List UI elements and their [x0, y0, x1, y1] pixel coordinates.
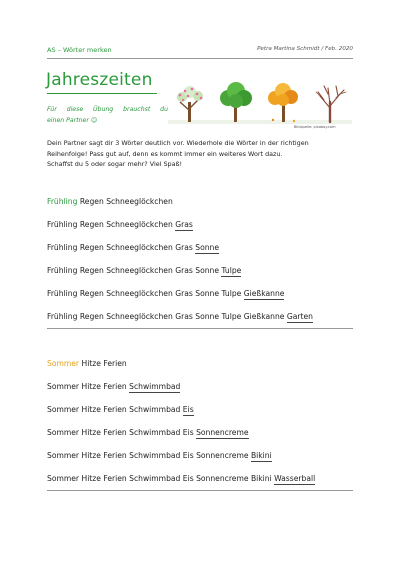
word: Gras [175, 289, 193, 298]
word: Hitze [81, 474, 101, 483]
page-title: Jahreszeiten [46, 70, 153, 90]
header-left: AS – Wörter merken [47, 46, 112, 54]
word: Regen [79, 220, 104, 229]
word: Ferien [103, 405, 127, 414]
new-word: Sonnencreme [196, 428, 249, 437]
word: Sommer [47, 405, 80, 414]
new-word: Sonne [195, 243, 220, 252]
word: Gras [175, 266, 193, 275]
word: Bikini [250, 474, 272, 483]
new-word: Gras [175, 220, 193, 229]
word: Sonnencreme [196, 474, 249, 483]
word: Schwimmbad [129, 451, 181, 460]
word: Frühling [47, 289, 78, 298]
new-word: Gießkanne [243, 289, 285, 298]
word: Sommer [47, 451, 80, 460]
subtitle-line2: einen Partner ☺ [47, 117, 98, 124]
instruction-line: Reihenfolge! Pass gut auf, denn es kommt immer ein weiteres Wort dazu. [47, 149, 283, 158]
new-word: Schwimmbad [129, 382, 181, 391]
word: Sommer [47, 428, 80, 437]
word: Sommer [47, 382, 80, 391]
season-word: Sommer [47, 359, 80, 368]
word: Schneeglöckchen [106, 266, 173, 275]
word: Hitze [81, 428, 101, 437]
word: Frühling [47, 243, 78, 252]
word: Regen [79, 197, 104, 206]
instruction-line: Schaffst du 5 oder sogar mehr? Viel Spaß! [47, 160, 183, 168]
word: Sonnencreme [196, 451, 249, 460]
word-line [47, 312, 313, 321]
word: Eis [182, 451, 194, 460]
instructions [47, 138, 357, 170]
word: Ferien [103, 382, 127, 391]
word: Schneeglöckchen [106, 312, 173, 321]
word: Hitze [81, 451, 101, 460]
word: Schwimmbad [129, 474, 181, 483]
new-word: Bikini [250, 451, 272, 460]
word: Tulpe [221, 289, 242, 298]
word: Gras [175, 312, 193, 321]
word: Frühling [47, 220, 78, 229]
word: Schneeglöckchen [106, 197, 173, 206]
instruction-line: Dein Partner sagt dir 3 Wörter deutlich vor. Wiederhole die Wörter in der richtigen [47, 139, 309, 147]
page-header [47, 44, 353, 56]
word: Frühling [47, 312, 78, 321]
word: Schwimmbad [129, 405, 181, 414]
image-source-credit: Bildquelle: pixabay.com [294, 125, 336, 129]
word: Ferien [103, 359, 127, 368]
word: Ferien [103, 474, 127, 483]
word-line [47, 474, 315, 483]
word: Eis [182, 428, 194, 437]
word: Schneeglöckchen [106, 289, 173, 298]
spring-divider [47, 328, 353, 329]
word: Gras [175, 243, 193, 252]
word-line [47, 405, 194, 414]
spring-tree-icon [177, 86, 203, 122]
word: Regen [79, 289, 104, 298]
word-line [47, 359, 127, 368]
word: Frühling [47, 266, 78, 275]
winter-tree-icon [316, 86, 346, 122]
word-line [47, 243, 219, 252]
word-line [47, 266, 241, 275]
word: Schneeglöckchen [106, 220, 173, 229]
word: Sonne [195, 312, 220, 321]
word: Schneeglöckchen [106, 243, 173, 252]
header-right: Petra Martina Schmidt / Feb. 2020 [257, 46, 353, 52]
word: Sonne [195, 266, 220, 275]
summer-divider [47, 490, 353, 491]
new-word: Wasserball [274, 474, 316, 483]
word: Regen [79, 312, 104, 321]
word: Eis [182, 474, 194, 483]
word-line [47, 428, 249, 437]
word-line [47, 220, 193, 229]
subtitle-line1: Für diese Übung brauchst du [47, 106, 168, 113]
season-word: Frühling [47, 197, 78, 206]
word: Hitze [81, 359, 101, 368]
new-word: Garten [286, 312, 313, 321]
seasons-trees-illustration [168, 80, 352, 124]
word: Sonne [195, 289, 220, 298]
autumn-tree-icon [268, 83, 298, 122]
title-underline [47, 93, 157, 94]
word-line [47, 289, 284, 298]
word: Hitze [81, 382, 101, 391]
word-line [47, 382, 180, 391]
word: Hitze [81, 405, 101, 414]
word: Ferien [103, 428, 127, 437]
word: Schwimmbad [129, 428, 181, 437]
word: Sommer [47, 474, 80, 483]
summer-tree-icon [220, 82, 252, 122]
header-divider [47, 58, 353, 59]
word: Regen [79, 266, 104, 275]
word-line [47, 197, 173, 206]
new-word: Tulpe [221, 266, 242, 275]
new-word: Eis [182, 405, 194, 414]
word: Gießkanne [243, 312, 285, 321]
word: Ferien [103, 451, 127, 460]
word: Tulpe [221, 312, 242, 321]
word-line [47, 451, 272, 460]
word: Regen [79, 243, 104, 252]
